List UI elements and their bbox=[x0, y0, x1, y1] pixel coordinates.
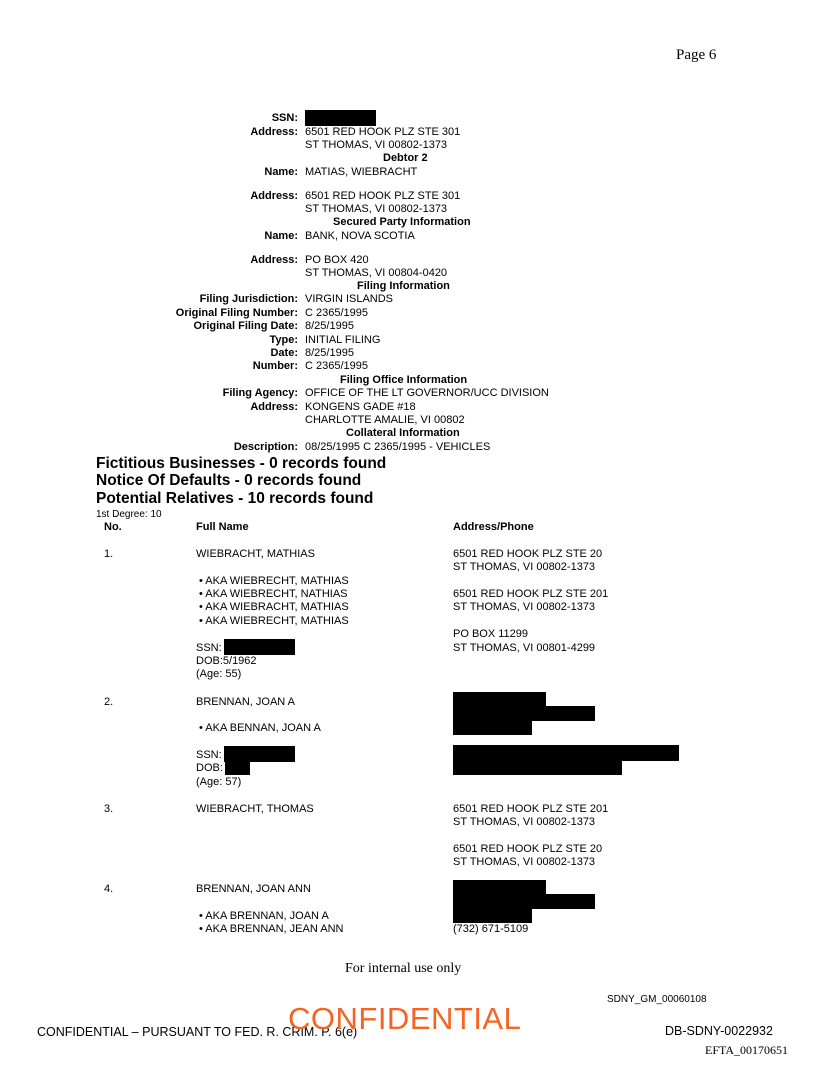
office-address-line1: KONGENS GADE #18 bbox=[305, 401, 416, 413]
address-line: 6501 RED HOOK PLZ STE 201 bbox=[453, 803, 609, 815]
orig-date-label: Original Filing Date: bbox=[193, 320, 298, 332]
ssn-label: SSN: bbox=[271, 112, 298, 124]
description-value: 08/25/1995 C 2365/1995 - VEHICLES bbox=[305, 441, 491, 453]
secured-address-line1: PO BOX 420 bbox=[305, 254, 369, 266]
debtor2-name-label: Name: bbox=[264, 166, 298, 178]
dob: DOB: bbox=[196, 762, 223, 774]
address-line: ST THOMAS, VI 00802-1373 bbox=[453, 601, 596, 613]
degree-count: 1st Degree: 10 bbox=[96, 509, 162, 520]
secured-address-label: Address: bbox=[250, 254, 298, 266]
type-value: INITIAL FILING bbox=[305, 334, 381, 346]
col-address-header: Address/Phone bbox=[453, 521, 534, 533]
debtor2-heading: Debtor 2 bbox=[383, 152, 428, 164]
agency-value: OFFICE OF THE LT GOVERNOR/UCC DIVISION bbox=[305, 387, 549, 399]
address-redaction bbox=[453, 880, 546, 895]
debtor2-address-label: Address: bbox=[250, 190, 298, 202]
bates-number-secondary: DB-SDNY-0022932 bbox=[665, 1024, 773, 1038]
relative-name: BRENNAN, JOAN ANN bbox=[196, 883, 311, 895]
address-line: PO BOX 11299 bbox=[453, 628, 529, 640]
address-line: ST THOMAS, VI 00802-1373 bbox=[453, 856, 596, 868]
orig-number-value: C 2365/1995 bbox=[305, 307, 368, 319]
description-label: Description: bbox=[233, 441, 298, 453]
relative-name: WIEBRACHT, THOMAS bbox=[196, 803, 314, 815]
age: (Age: 57) bbox=[196, 776, 242, 788]
address-line: ST THOMAS, VI 00802-1373 bbox=[453, 816, 596, 828]
aka-item: • AKA WIEBRECHT, MATHIAS bbox=[199, 615, 349, 627]
aka-item: • AKA BRENNAN, JEAN ANN bbox=[199, 923, 344, 935]
ssn-label: SSN: bbox=[196, 642, 222, 654]
row-number: 1. bbox=[104, 548, 114, 560]
internal-use-note: For internal use only bbox=[345, 961, 462, 976]
address-line: 6501 RED HOOK PLZ STE 201 bbox=[453, 588, 609, 600]
filing-office-heading: Filing Office Information bbox=[340, 374, 468, 386]
aka-item: • AKA WIEBRECHT, MATHIAS bbox=[199, 575, 349, 587]
row-number: 4. bbox=[104, 883, 114, 895]
date-value: 8/25/1995 bbox=[305, 347, 354, 359]
address-line1: 6501 RED HOOK PLZ STE 301 bbox=[305, 126, 461, 138]
row-number: 3. bbox=[104, 803, 114, 815]
dob-redaction bbox=[225, 760, 250, 775]
relative-name: BRENNAN, JOAN A bbox=[196, 696, 296, 708]
address-line2: ST THOMAS, VI 00802-1373 bbox=[305, 139, 448, 151]
address-redaction bbox=[453, 908, 532, 923]
address-line: ST THOMAS, VI 00801-4299 bbox=[453, 642, 596, 654]
secured-address-line2: ST THOMAS, VI 00804-0420 bbox=[305, 267, 448, 279]
address-label: Address: bbox=[250, 126, 298, 138]
type-label: Type: bbox=[269, 334, 298, 346]
address-redaction bbox=[453, 706, 595, 721]
secured-party-heading: Secured Party Information bbox=[333, 216, 471, 228]
col-no-header: No. bbox=[104, 521, 122, 533]
confidentiality-notice: CONFIDENTIAL – PURSUANT TO FED. R. CRIM. P. 6(e) bbox=[37, 1025, 358, 1039]
aka-item: • AKA WIEBRACHT, MATHIAS bbox=[199, 601, 349, 613]
secured-name: BANK, NOVA SCOTIA bbox=[305, 230, 415, 242]
orig-number-label: Original Filing Number: bbox=[175, 307, 298, 319]
aka-item: • AKA BENNAN, JOAN A bbox=[199, 722, 321, 734]
date-label: Date: bbox=[270, 347, 298, 359]
debtor2-address-line1: 6501 RED HOOK PLZ STE 301 bbox=[305, 190, 461, 202]
address-line: ST THOMAS, VI 00802-1373 bbox=[453, 561, 596, 573]
filing-info-heading: Filing Information bbox=[357, 280, 450, 292]
notice-of-defaults-heading: Notice Of Defaults - 0 records found bbox=[96, 472, 362, 489]
col-name-header: Full Name bbox=[196, 521, 249, 533]
address-redaction bbox=[453, 894, 595, 909]
collateral-heading: Collateral Information bbox=[346, 427, 460, 439]
secured-name-label: Name: bbox=[264, 230, 298, 242]
orig-date-value: 8/25/1995 bbox=[305, 320, 354, 332]
address-line: 6501 RED HOOK PLZ STE 20 bbox=[453, 548, 603, 560]
number-value: C 2365/1995 bbox=[305, 360, 368, 372]
bates-number: SDNY_GM_00060108 bbox=[607, 994, 707, 1005]
efta-number: EFTA_00170651 bbox=[705, 1043, 789, 1057]
ssn-label: SSN: bbox=[196, 749, 222, 761]
relative-name: WIEBRACHT, MATHIAS bbox=[196, 548, 315, 560]
debtor2-address-line2: ST THOMAS, VI 00802-1373 bbox=[305, 203, 448, 215]
address-line: 6501 RED HOOK PLZ STE 20 bbox=[453, 843, 603, 855]
phone-number: (732) 671-5109 bbox=[453, 923, 529, 935]
jurisdiction-value: VIRGIN ISLANDS bbox=[305, 293, 394, 305]
number-label: Number: bbox=[252, 360, 298, 372]
fictitious-businesses-heading: Fictitious Businesses - 0 records found bbox=[96, 455, 387, 472]
potential-relatives-heading: Potential Relatives - 10 records found bbox=[96, 490, 374, 507]
address-redaction bbox=[453, 692, 546, 707]
address-redaction bbox=[453, 760, 622, 775]
ssn-redaction bbox=[305, 110, 376, 126]
age: (Age: 55) bbox=[196, 668, 242, 680]
debtor2-name: MATIAS, WIEBRACHT bbox=[305, 166, 418, 178]
dob: DOB:5/1962 bbox=[196, 655, 257, 667]
office-address-label: Address: bbox=[250, 401, 298, 413]
office-address-line2: CHARLOTTE AMALIE, VI 00802 bbox=[305, 414, 465, 426]
page-number: Page 6 bbox=[676, 47, 717, 63]
row-number: 2. bbox=[104, 696, 114, 708]
jurisdiction-label: Filing Jurisdiction: bbox=[199, 293, 298, 305]
aka-item: • AKA WIEBRECHT, NATHIAS bbox=[199, 588, 348, 600]
agency-label: Filing Agency: bbox=[222, 387, 298, 399]
address-redaction bbox=[453, 745, 679, 761]
aka-item: • AKA BRENNAN, JOAN A bbox=[199, 910, 329, 922]
address-redaction bbox=[453, 720, 532, 735]
confidential-stamp: CONFIDENTIAL bbox=[288, 1001, 522, 1036]
ssn-redaction bbox=[224, 639, 295, 655]
